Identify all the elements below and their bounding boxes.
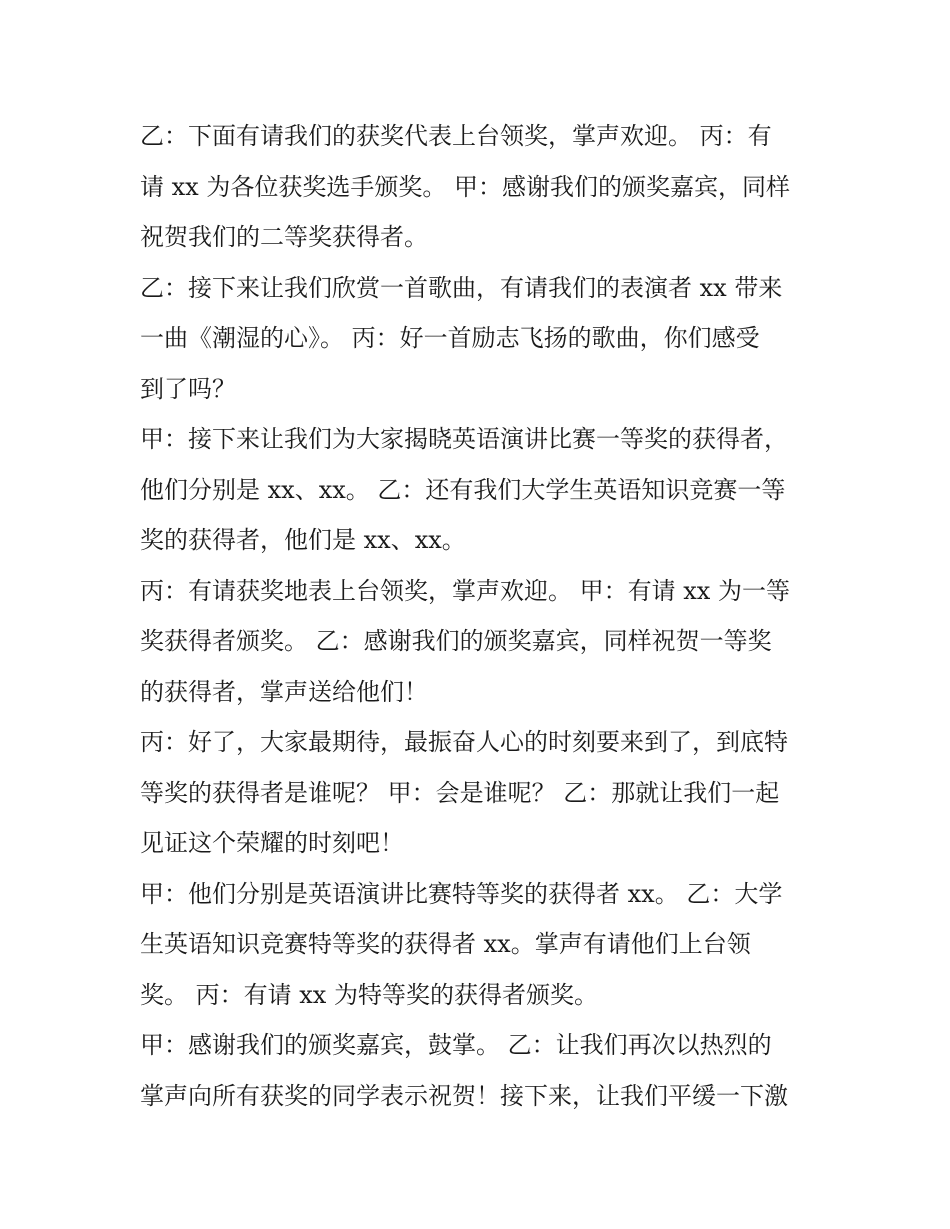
paragraph xyxy=(140,111,820,263)
text-line: 甲：感谢我们的颁奖嘉宾，鼓掌。 乙：让我们再次以热烈的 xyxy=(140,1031,772,1059)
text-line: 丙：有请获奖地表上台领奖，掌声欢迎。 甲：有请 xx 为一等 xyxy=(140,576,790,605)
text-line: 乙：下面有请我们的获奖代表上台领奖，掌声欢迎。 丙：有 xyxy=(140,122,772,150)
paragraph xyxy=(140,263,820,415)
text-line: 乙：接下来让我们欣赏一首歌曲，有请我们的表演者 xx 带来 xyxy=(140,273,783,302)
text-line: 到了吗？ xyxy=(140,374,236,403)
text-line: 丙：好了，大家最期待，最振奋人心的时刻要来到了，到底特 xyxy=(140,728,788,756)
text-line: 等奖的获得者是谁呢？ 甲：会是谁呢？ 乙：那就让我们一起 xyxy=(140,778,780,807)
text-line: 见证这个荣耀的时刻吧！ xyxy=(140,829,404,857)
paragraph xyxy=(140,1020,820,1121)
text-line: 甲：他们分别是英语演讲比赛特等奖的获得者 xx。 乙：大学 xyxy=(140,879,783,908)
paragraph xyxy=(140,566,820,718)
text-line: 一曲《潮湿的心》。 丙：好一首励志飞扬的歌曲，你们感受 xyxy=(140,324,760,352)
paragraph xyxy=(140,414,820,566)
text-line: 掌声向所有获奖的同学表示祝贺！接下来，让我们平缓一下激 xyxy=(140,1081,788,1110)
text-line: 奖。 丙：有请 xx 为特等奖的获得者颁奖。 xyxy=(140,980,598,1009)
text-line: 祝贺我们的二等奖获得者。 xyxy=(140,223,428,251)
paragraph xyxy=(140,869,820,1021)
document-body xyxy=(140,111,820,1121)
text-line: 甲：接下来让我们为大家揭晓英语演讲比赛一等奖的获得者， xyxy=(140,425,788,453)
text-line: 奖获得者颁奖。 乙：感谢我们的颁奖嘉宾，同样祝贺一等奖 xyxy=(140,627,772,655)
text-line: 请 xx 为各位获奖选手颁奖。 甲：感谢我们的颁奖嘉宾，同样 xyxy=(140,172,790,201)
text-line: 的获得者，掌声送给他们！ xyxy=(140,677,428,706)
text-line: 生英语知识竞赛特等奖的获得者 xx。掌声有请他们上台领 xyxy=(140,930,751,958)
text-line: 奖的获得者，他们是 xx、xx。 xyxy=(140,526,466,554)
text-line: 他们分别是 xx、xx。 乙：还有我们大学生英语知识竞赛一等 xyxy=(140,475,786,504)
paragraph xyxy=(140,717,820,869)
